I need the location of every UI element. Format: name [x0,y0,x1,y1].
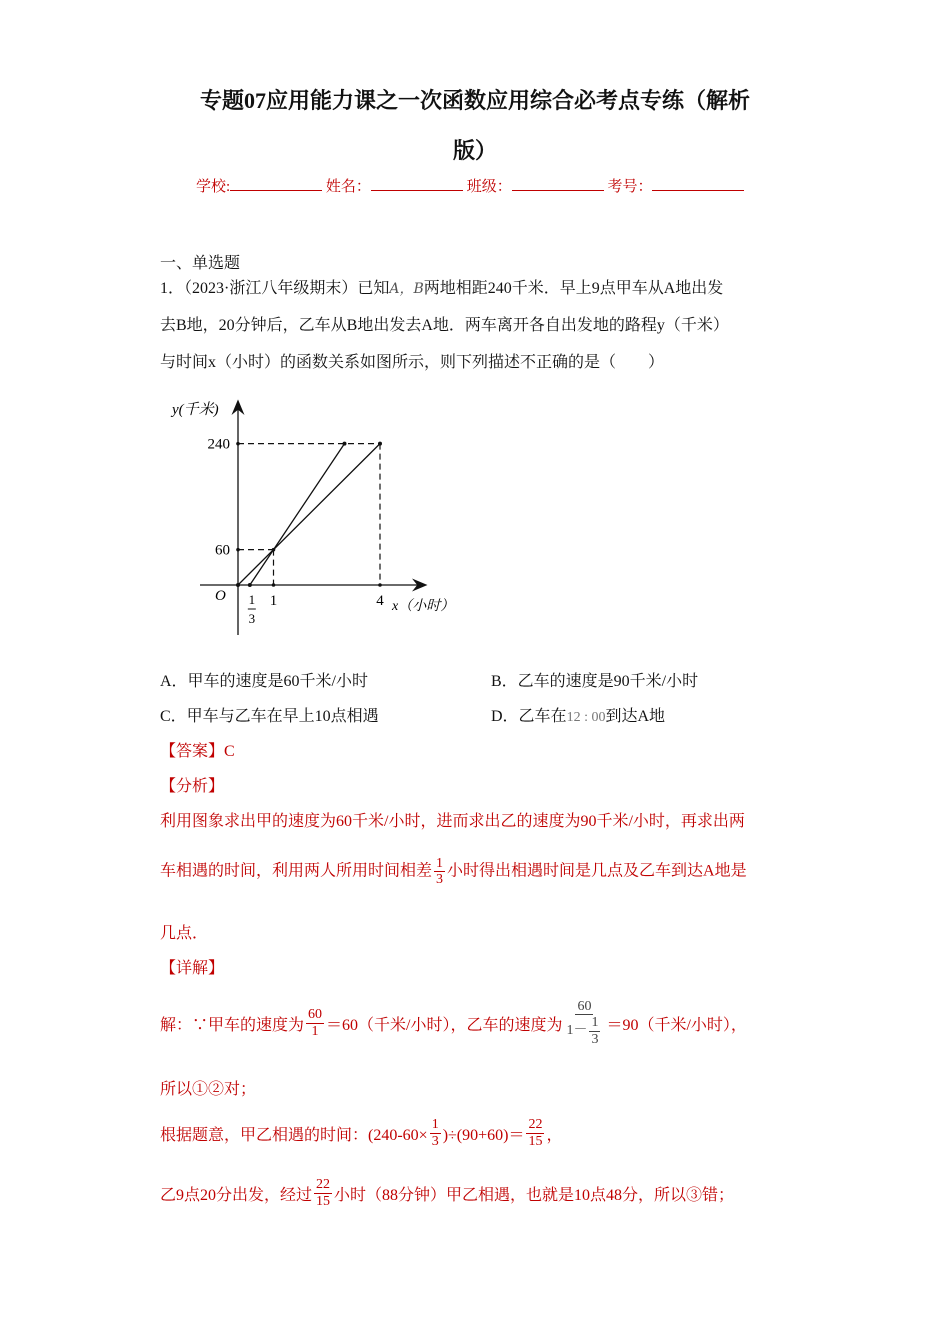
denominator: 1 [311,1023,319,1039]
numerator: 22 [316,1177,331,1193]
option-b: B．乙车的速度是90千米/小时 [491,673,699,690]
numerator: 1 [431,1117,439,1133]
numerator: 1 [436,856,444,871]
denominator: 3 [591,1031,599,1047]
numerator: 1 [591,1015,599,1031]
analysis-text: 小时得出相遇时间是几点及乙车到达A地是 [447,862,747,880]
solution-text: 小时（88分钟）甲乙相遇，也就是10点48分，所以③错； [334,1186,735,1204]
answer: 【答案】C [160,743,235,760]
solution-line3 [160,1110,563,1156]
class-label: 班级： [466,179,512,195]
student-info-line [196,175,744,196]
school-label: 学校: [196,179,231,195]
name-blank [371,176,463,191]
numerator: 60 [577,998,592,1014]
numerator: 22 [528,1117,543,1133]
data-point [343,442,347,446]
detail-label: 【详解】 [160,960,225,977]
school-blank [230,176,322,191]
data-point [248,583,252,587]
denominator: 3 [436,872,444,888]
solution-text: 解：∵甲车的速度为 [160,1016,305,1034]
document-title-line2: 版） [452,138,497,163]
tick-point [236,548,240,552]
section-heading: 一、单选题 [160,255,241,272]
fraction [589,1015,600,1047]
analysis-label: 【分析】 [160,778,225,795]
question-line1 [160,275,723,298]
option-d-text: D．乙车在 [491,708,567,725]
solution-line2: 所以①②对； [160,1081,257,1098]
function-graph [160,390,480,640]
question-line3: 与时间x（小时）的函数关系如图所示，则下列描述不正确的是（ ） [160,354,665,371]
origin-label: O [215,588,226,604]
compound-fraction [564,999,604,1047]
number-label: 考号： [607,179,653,195]
y-axis-label: y(千米) [172,402,219,418]
question-text: 1．（2023·浙江八年级期末）已知 [160,280,390,297]
fraction [526,1117,544,1149]
option-d-time: 12 : 00 [566,710,606,725]
solution-text: )÷(90+60)＝ [442,1126,525,1144]
solution-text: ＝60（千米/小时），乙车的速度为 [326,1016,563,1034]
analysis-line2 [160,856,747,888]
denominator: 15 [528,1133,543,1149]
denominator: 3 [431,1133,439,1149]
x-tick-frac-den: 3 [248,611,256,626]
option-c: C．甲车与乙车在早上10点相遇 [160,708,379,725]
series-line-乙 [250,444,345,585]
name-label: 姓名： [325,179,371,195]
solution-line1 [160,985,747,1061]
numerator: 60 [308,1007,323,1023]
tick-point [272,548,276,552]
denominator: 15 [316,1193,331,1209]
denominator [564,1015,604,1047]
x-axis-label: x（小时） [392,599,455,614]
data-point [378,442,382,446]
tick-point [272,583,276,587]
fraction [314,1177,332,1209]
solution-text: ， [546,1126,563,1144]
fraction [434,856,445,888]
question-text: 两地相距240千米．早上9点甲车从A地出发 [423,280,724,297]
option-d-text: 到达A地 [605,708,666,725]
question-line2: 去B地，20分钟后，乙车从B地出发去A地．两车离开各自出发地的路程y（千米） [160,317,729,334]
analysis-text: 车相遇的时间，利用两人所用时间相差 [160,862,433,880]
option-a: A．甲车的速度是60千米/小时 [160,673,369,690]
tick-point [236,442,240,446]
option-d [491,703,665,726]
y-tick-label: 60 [215,542,230,559]
analysis-line1: 利用图象求出甲的速度为60千米/小时，进而求出乙的速度为90千米/小时，再求出两 [160,813,745,830]
question-points: A，B [389,281,424,297]
number-blank [652,176,744,191]
solution-text: 根据题意，甲乙相遇的时间：(240-60× [160,1126,428,1144]
document-title-line1: 专题07应用能力课之一次函数应用综合必考点专练（解析 [199,88,750,113]
x-tick-label: 1 [269,593,278,609]
x-tick-frac-num: 1 [248,592,256,607]
data-point [236,583,240,587]
fraction [430,1117,441,1149]
class-blank [512,176,604,191]
denominator-text: 1－ [566,1023,588,1039]
solution-line4 [160,1170,734,1216]
solution-text: ＝90（千米/小时）， [606,1016,747,1034]
y-tick-label: 240 [207,436,230,453]
analysis-line3: 几点． [160,925,209,942]
x-tick-label: 4 [376,593,384,609]
tick-point [378,583,382,587]
series-line-甲 [238,444,380,585]
solution-text: 乙9点20分出发，经过 [160,1186,313,1204]
fraction [306,1007,324,1039]
